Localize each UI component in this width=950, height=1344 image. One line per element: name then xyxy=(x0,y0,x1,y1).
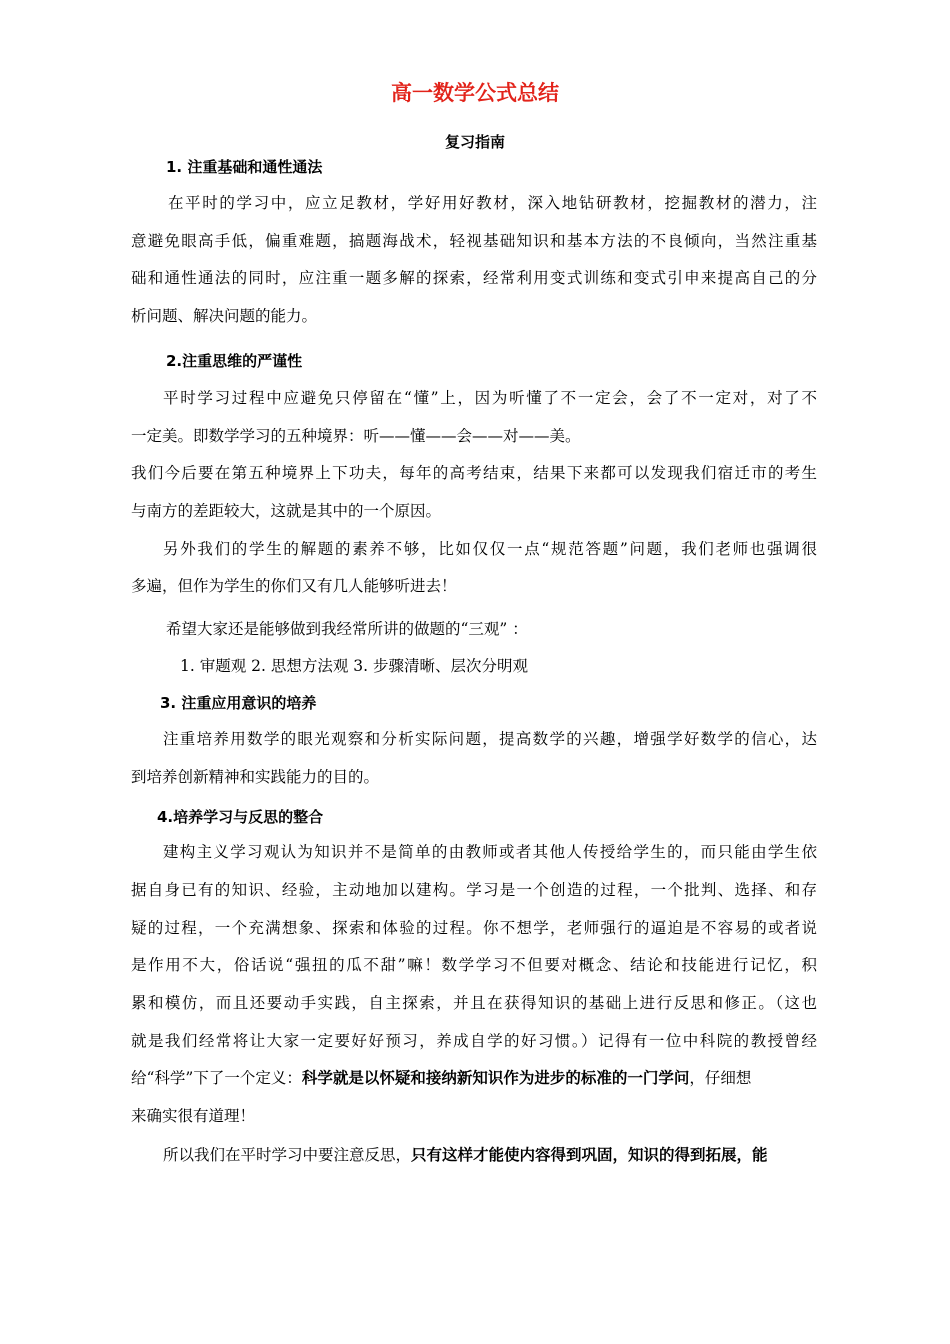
section-4-line-8: 来确实很有道理！ xyxy=(131,1107,256,1125)
section-4-line-5: 累和模仿，而且还要动手实践，自主探索，并且在获得知识的基础上进行反思和修正。（这也 xyxy=(131,994,817,1012)
section-1-line-3: 础和通性通法的同时，应注重一题多解的探索，经常利用变式训练和变式引申来提高自己的分 xyxy=(131,269,817,287)
section-1-line-2: 意避免眼高手低，偏重难题，搞题海战术，轻视基础知识和基本方法的不良倾向，当然注重基 xyxy=(131,232,817,250)
science-definition-bold: 科学就是以怀疑和接纳新知识作为进步的标准的一门学问 xyxy=(301,1069,690,1087)
reflection-emphasis-bold: 只有这样才能使内容得到巩固，知识的得到拓展，能 xyxy=(411,1146,768,1164)
section-2-line-4: 与南方的差距较大，这就是其中的一个原因。 xyxy=(131,502,442,520)
section-4-line-7-post: ，仔细想 xyxy=(689,1069,752,1087)
section-2-line-7: 希望大家还是能够做到我经常所讲的做题的“三观” ： xyxy=(166,620,528,638)
section-2-line-8: 1. 审题观 2. 思想方法观 3. 步骤清晰、层次分明观 xyxy=(180,657,529,675)
section-2-line-3: 我们今后要在第五种境界上下功夫，每年的高考结束，结果下来都可以发现我们宿迁市的考生 xyxy=(131,464,817,482)
section-4-line-1: 建构主义学习观认为知识并不是简单的由教师或者其他人传授给学生的，而只能由学生依 xyxy=(163,843,817,861)
section-3-line-1: 注重培养用数学的眼光观察和分析实际问题，提高数学的兴趣，增强学好数学的信心，达 xyxy=(163,730,817,748)
section-4-line-9 xyxy=(163,1143,817,1167)
section-2-line-6: 多遍，但作为学生的你们又有几人能够听进去！ xyxy=(131,577,457,595)
section-4-line-9-pre: 所以我们在平时学习中要注意反思， xyxy=(163,1146,412,1164)
section-2-line-5: 另外我们的学生的解题的素养不够，比如仅仅一点“规范答题”问题，我们老师也强调很 xyxy=(163,540,817,558)
section-1-line-1: 在平时的学习中，应立足教材，学好用好教材，深入地钻研教材，挖掘教材的潜力，注 xyxy=(168,194,817,212)
section-4-line-2: 据自身已有的知识、经验，主动地加以建构。学习是一个创造的过程，一个批判、选择、和存 xyxy=(131,881,817,899)
section-2-line-1: 平时学习过程中应避免只停留在“懂”上，因为听懂了不一定会，会了不一定对，对了不 xyxy=(163,389,817,407)
section-4-line-4: 是作用不大，俗话说“强扭的瓜不甜”嘛！数学学习不但要对概念、结论和技能进行记忆，积 xyxy=(131,956,817,974)
section-4-heading: 4.培养学习与反思的整合 xyxy=(157,808,324,826)
section-4-line-7 xyxy=(131,1066,817,1090)
section-4-line-7-pre: 给“科学”下了一个定义： xyxy=(131,1069,302,1087)
section-4-line-6: 就是我们经常将让大家一定要好好预习，养成自学的好习惯。）记得有一位中科院的教授曾经 xyxy=(131,1032,817,1050)
section-1-heading: 1. 注重基础和通性通法 xyxy=(166,158,323,176)
section-3-heading: 3. 注重应用意识的培养 xyxy=(160,694,317,712)
section-4-line-3: 疑的过程，一个充满想象、探索和体验的过程。你不想学，老师强行的逼迫是不容易的或者说 xyxy=(131,919,817,937)
section-3-line-2: 到培养创新精神和实践能力的目的。 xyxy=(131,768,380,786)
section-2-heading: 2.注重思维的严谨性 xyxy=(166,352,303,370)
document-subtitle: 复习指南 xyxy=(444,133,505,151)
section-1-line-4: 析问题、解决问题的能力。 xyxy=(131,307,318,325)
document-title: 高一数学公式总结 xyxy=(391,81,559,105)
section-2-line-2: 一定美。即数学学习的五种境界：听——懂——会——对——美。 xyxy=(131,427,581,445)
